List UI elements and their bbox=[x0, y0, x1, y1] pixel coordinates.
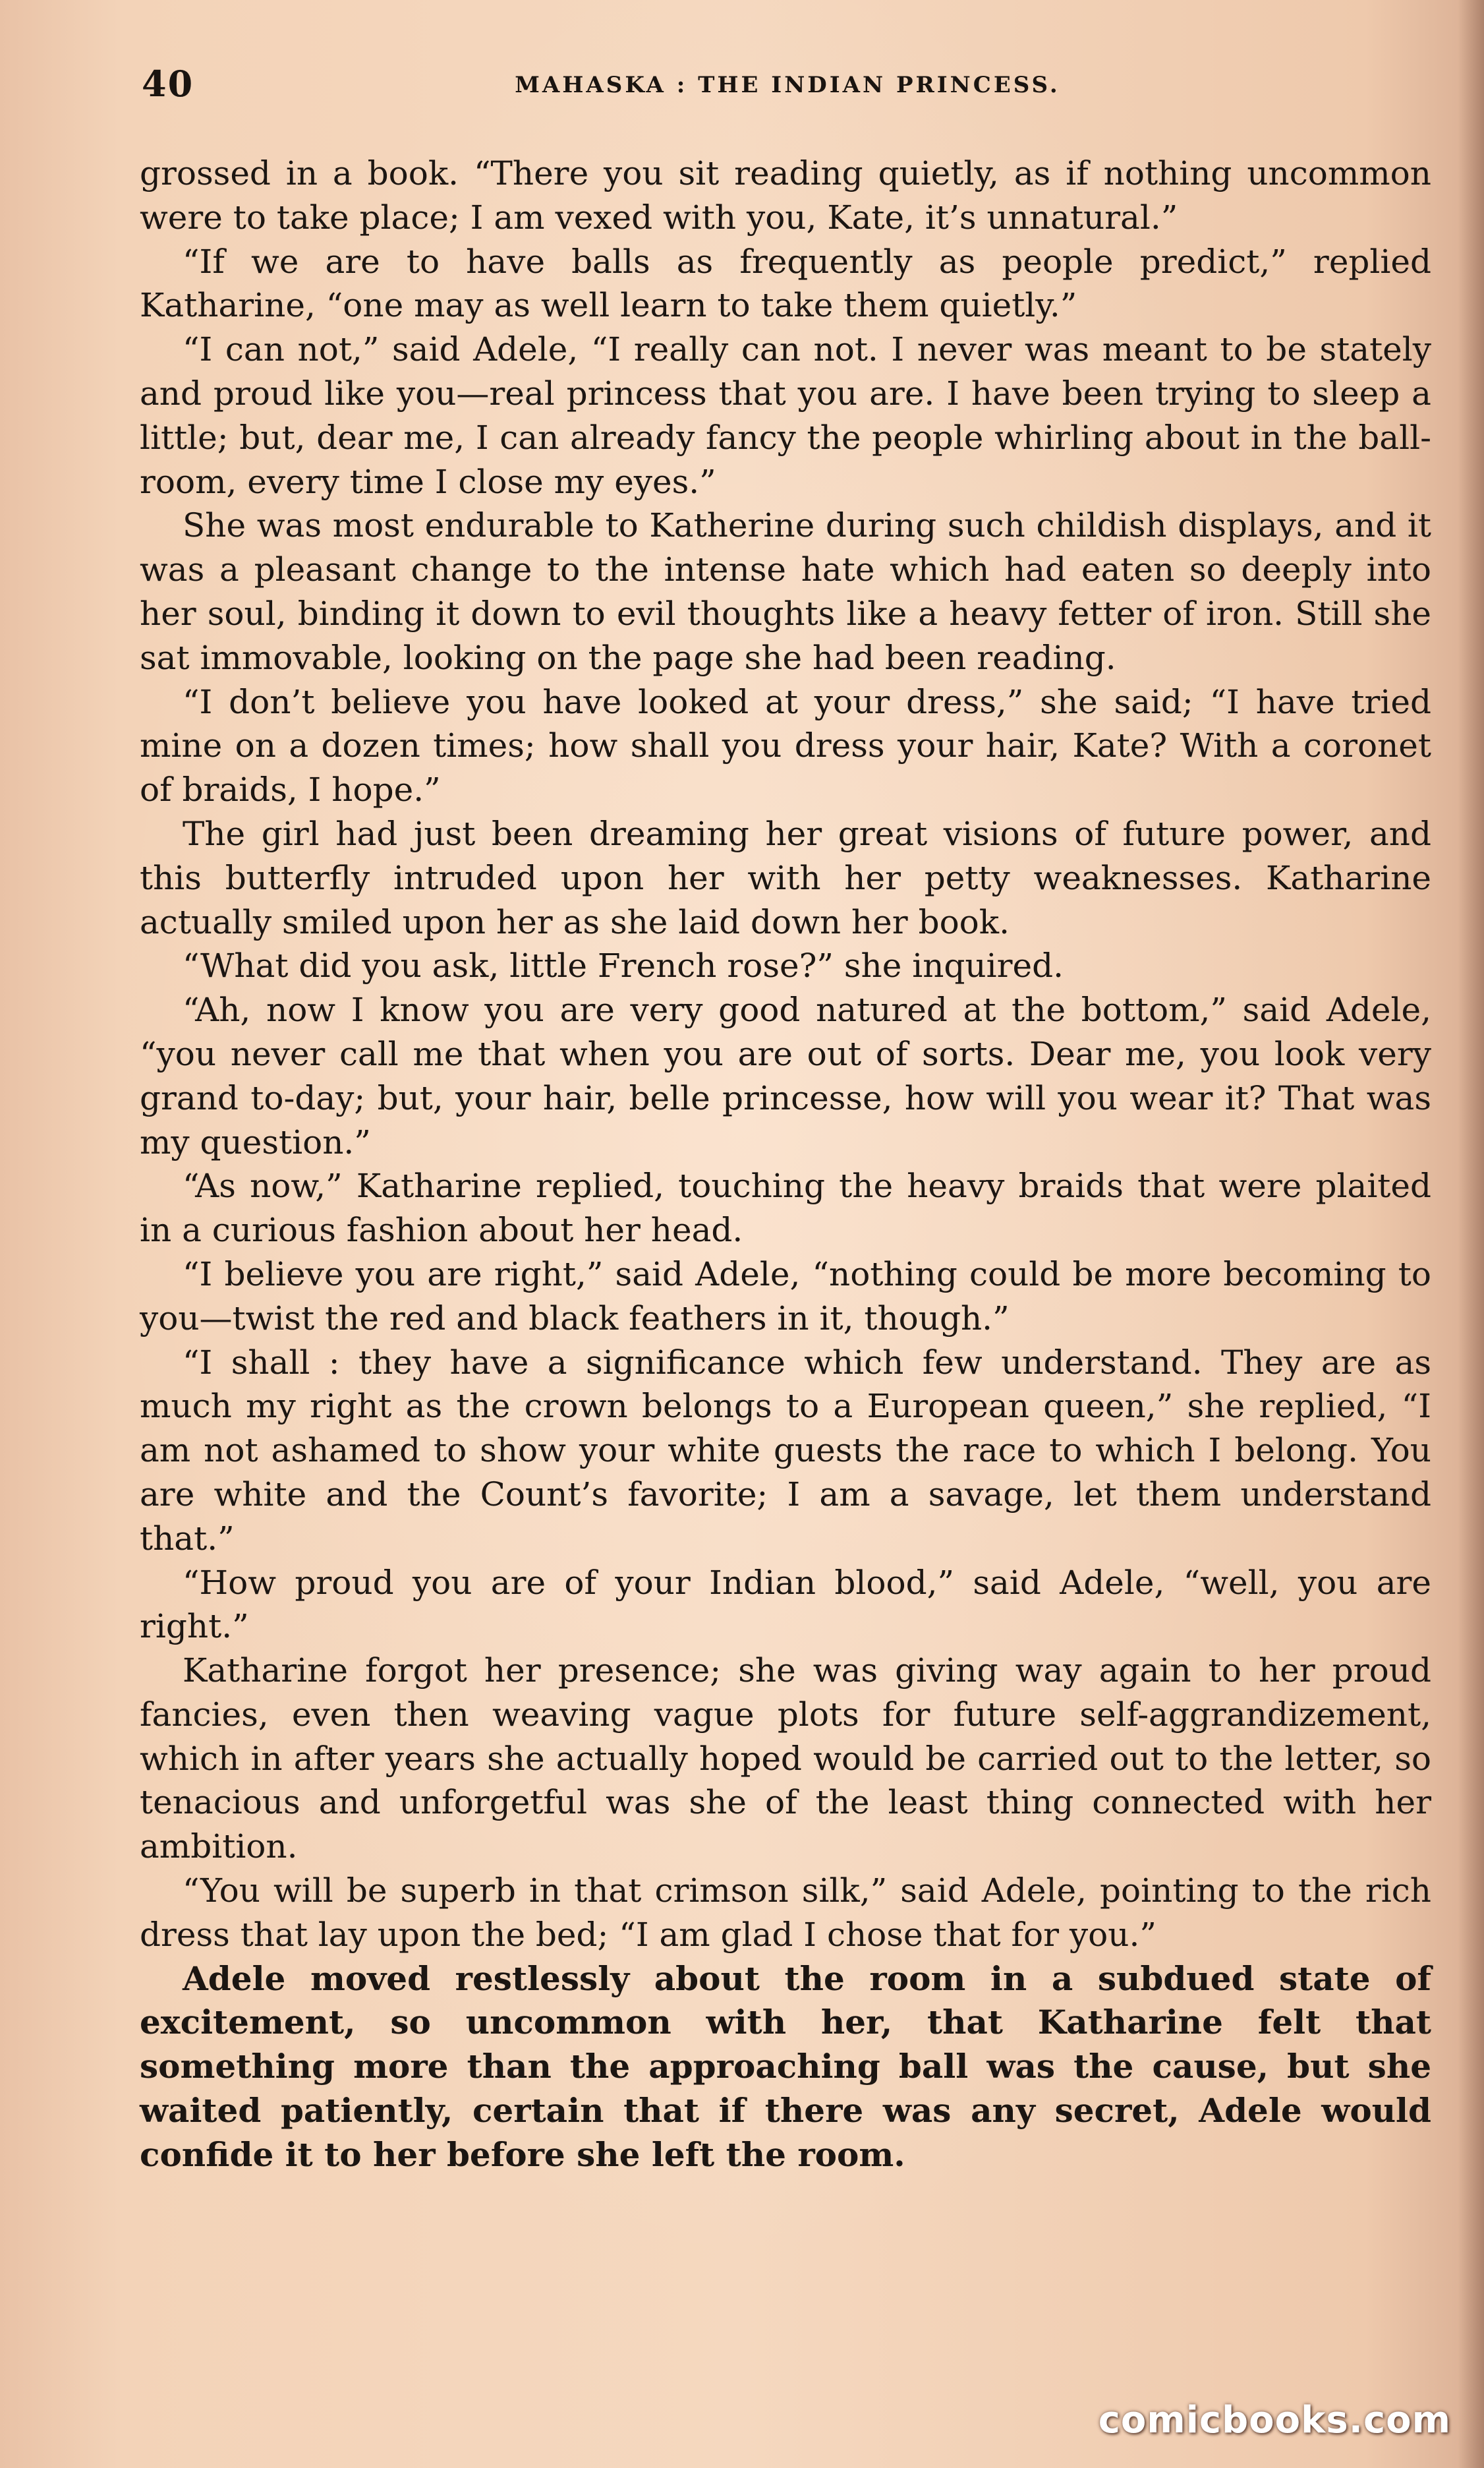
paragraph: “Ah, now I know you are very good natured at the bottom,” said Adele, “you never call me that when you are out of sorts. Dear me, you look very grand to-day; but, your hair, belle princesse, how will you wear it? That was my question.” bbox=[140, 991, 1431, 1161]
paragraph: “You will be superb in that crimson silk,” said Adele, pointing to the rich dress that lay upon the bed; “I am glad I chose that for you.” bbox=[140, 1871, 1431, 1954]
page-header bbox=[142, 63, 1433, 122]
paragraph: The girl had just been dreaming her great visions of future power, and this butterfly intruded upon her with her petty weaknesses. Katharine actually smiled upon her as she laid down her book. bbox=[140, 814, 1431, 941]
page-number: 40 bbox=[142, 63, 194, 105]
paragraph: She was most endurable to Katherine during such childish displays, and it was a pleasant change to the intense hate which had eaten so deeply into her soul, binding it down to evil thoughts like a heavy fetter of iron. Still she sat immovable, looking on the page she had been reading. bbox=[140, 506, 1431, 677]
paragraph: “What did you ask, little French rose?” she inquired. bbox=[183, 947, 1064, 985]
paragraph: grossed in a book. “There you sit reading quietly, as if nothing uncommon were to take place; I am vexed with you, Kate, it’s unnatural.” bbox=[140, 154, 1431, 237]
paragraph: “As now,” Katharine replied, touching the heavy braids that were plaited in a curious fashion about her head. bbox=[140, 1167, 1431, 1250]
watermark: comicbooks.com bbox=[1098, 2399, 1451, 2442]
body-text bbox=[140, 152, 1431, 2177]
paragraph: “I don’t believe you have looked at your dress,” she said; “I have tried mine on a dozen times; how shall you dress your hair, Kate? With a coronet of braids, I hope.” bbox=[140, 682, 1431, 809]
running-head: MAHASKA : THE INDIAN PRINCESS. bbox=[515, 72, 1060, 98]
paragraph: Adele moved restlessly about the room in a subdued state of excitement, so uncommon with her, that Katharine felt that something more than the approaching ball was the cause, but she waited patiently, certain that if there was any secret, Adele would confide it to her before she left the room. bbox=[140, 1958, 1431, 2174]
paragraph: “I can not,” said Adele, “I really can not. I never was meant to be stately and proud like you—real princess that you are. I have been trying to sleep a little; but, dear me, I can already fancy the people whirling about in the ball-room, every time I close my eyes.” bbox=[140, 330, 1431, 501]
paragraph: “How proud you are of your Indian blood,” said Adele, “well, you are right.” bbox=[140, 1563, 1431, 1646]
paragraph: “If we are to have balls as frequently as people predict,” replied Katharine, “one may as well learn to take them quietly.” bbox=[140, 242, 1431, 325]
paragraph: Katharine forgot her presence; she was giving way again to her proud fancies, even then weaving vague plots for future self-aggrandizement, which in after years she actually hoped would be carried out to the letter, so tenacious and unforgetful was she of the least thing connected with her ambition. bbox=[140, 1651, 1431, 1866]
paragraph: “I shall : they have a significance which few understand. They are as much my right as the crown belongs to a European queen,” she replied, “I am not ashamed to show your white guests the race to which I belong. You are white and the Count’s favorite; I am a savage, let them understand that.” bbox=[140, 1343, 1431, 1558]
paragraph: “I believe you are right,” said Adele, “nothing could be more becoming to you—twist the red and black feathers in it, though.” bbox=[140, 1254, 1431, 1337]
